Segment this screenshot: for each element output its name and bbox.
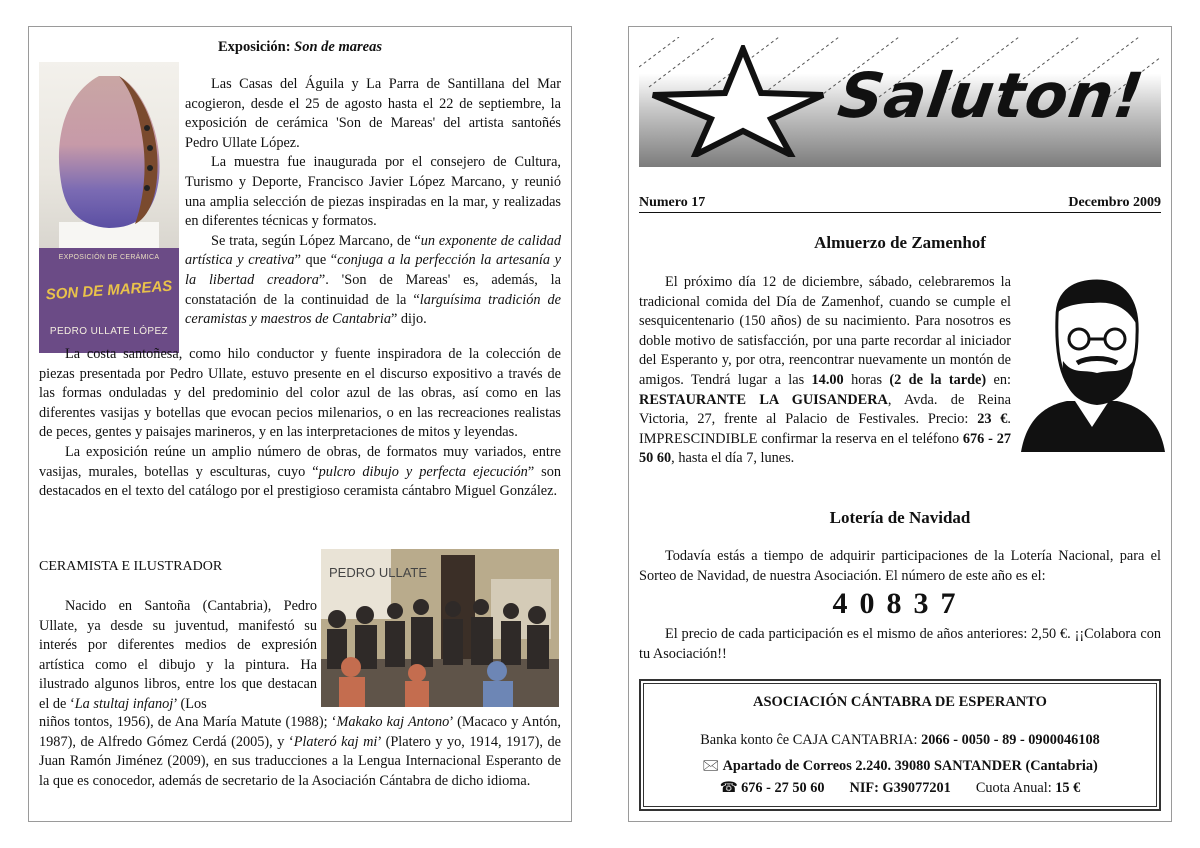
paragraph: La muestra fue inaugurada por el consejero de Cultura, Turismo y Deporte, Francisco Javier López Marcano, y reunió una amplia selección de piezas inspiradas en la mar, y realizadas en diferentes técnicas y formatos. <box>185 154 561 230</box>
loteria-heading: Lotería de Navidad <box>829 508 971 527</box>
masthead <box>639 37 1161 167</box>
paragraph: Nacido en Santoña (Cantabria), Pedro Ullate, ya desde su juventud, manifestó su interés por diferentes medios de expresión artística como el dibujo y la pintura. Ha ilustrado algunos libros, entre los que destacan el de ‘La stultaj infanoj’ (Los <box>39 598 317 712</box>
almuerzo-heading: Almuerzo de Zamenhof <box>814 233 986 252</box>
exhibition-label: Exposición: <box>218 39 291 55</box>
body-text <box>39 345 561 502</box>
almuerzo-text <box>639 273 1011 469</box>
loteria-price: El precio de cada participación es el mismo de años anteriores: 2,50 €. ¡¡Colabora con tu Asociación!! <box>639 626 1161 662</box>
paragraph: Se trata, según López Marcano, de “un exponente de calidad artística y creativa” que “conjuga a la perfección la artesanía y la libertad creadora”. 'Son de Mareas' es, además, la constatación de la continuidad de la “larguísima tradición de ceramistas y maestros de Cantabria” dijo. <box>185 232 562 328</box>
issue-info <box>639 195 1161 213</box>
paragraph: La exposición reúne un amplio número de obras, de formatos muy variados, entre vasijas, murales, botellas y esculturas, cuyo “pulcro dibujo y perfecta ejecución” son destacados en el texto del catálogo por el prestigioso ceramista cántabro Miguel González. <box>39 443 562 500</box>
issue-date: Decembro 2009 <box>1068 195 1161 210</box>
catalog-cover <box>39 248 179 353</box>
association-title: ASOCIACIÓN CÁNTABRA DE ESPERANTO <box>753 694 1047 710</box>
postal-address: 🖂 Apartado de Correos 2.240. 39080 SANTANDER (Cantabria) <box>702 758 1098 774</box>
association-box <box>639 679 1161 811</box>
section-heading: CERAMISTA E ILUSTRADOR <box>39 559 223 574</box>
zamenhof-portrait <box>1017 277 1167 452</box>
paragraph: El próximo día 12 de diciembre, sábado, celebraremos la tradicional comida del Día de Zamenhof, cuando se cumple el sesquicentenario (150 años) de su nacimiento. Para nosotros es doble motivo de satisfacción, por una parte recordar al iniciador del Esperanto y, por otra, reencontrar nuevamente un montón de amigos. Tendrá lugar a las 14.00 horas (2 de la tarde) en: RESTAURANTE LA GUISANDERA, Avda. de Reina Victoria, 27, frente al Palacio de Festivales. Precio: 23 €. IMPRESCINDIBLE confirmar la reserva en el teléfono 676 - 27 50 60, hasta el día 7, lunes. <box>639 274 1012 467</box>
bio-text-top <box>39 597 317 715</box>
paragraph: La costa santoñesa, como hilo conductor y fuente inspiradora de la colección de piezas presentada por Pedro Ullate, estuvo presente en el discurso expositivo a través de las formas onduladas y del predominio del color azul de las obras, así como en las diferentes vasijas y botellas que evocan pecios milenarios, o en las recreaciones realistas de peces, gentes y paisajes marineros, y en las interpretaciones de mitos y leyendas. <box>39 346 561 441</box>
loteria-intro: Todavía estás a tiempo de adquirir participaciones de la Lotería Nacional, para el Sorteo de Navidad, de nuestra Asociación. El número de este año es el: <box>639 548 1161 584</box>
exhibition-name: Son de mareas <box>294 39 382 55</box>
catalog-title: SON DE MAREAS <box>45 277 173 304</box>
intro-text <box>185 75 561 330</box>
star-icon <box>647 45 827 157</box>
paragraph: Las Casas del Águila y La Parra de Santillana del Mar acogieron, desde el 25 de agosto hasta el 22 de septiembre, la exposición de cerámica 'Son de Mareas' del artista santoñés Pedro Ullate López. <box>185 76 561 151</box>
catalog-author: PEDRO ULLATE LÓPEZ <box>49 326 169 337</box>
catalog-subtitle: EXPOSICIÓN DE CERÁMICA <box>58 254 160 261</box>
right-page <box>628 26 1172 822</box>
issue-number: Numero 17 <box>639 195 706 210</box>
exhibition-opening-photo <box>321 549 559 707</box>
envelope-icon: 🖂 <box>702 758 719 774</box>
telephone-icon: ☎ <box>719 780 738 796</box>
bank-account: Banka konto ĉe CAJA CANTABRIA: 2066 - 0050 - 89 - 0900046108 <box>700 732 1100 748</box>
photo-banner-text: PEDRO ULLATE <box>329 565 428 580</box>
contact-line: ☎ 676 - 27 50 60 NIF: G39077201 Cuota Anual: 15 € <box>719 780 1081 796</box>
lottery-number: 40837 <box>832 587 968 620</box>
masthead-title: Saluton! <box>833 59 1149 132</box>
paragraph: niños tontos, 1956), de Ana María Matute (1988); ‘Makako kaj Antono’ (Macaco y Antón, 1987), de Alfredo Gómez Cerdá (2005), y ‘Plateró kaj mi’ (Platero y yo, 1914, 1917), de Juan Ramón Jiménez (2009), en sus traducciones a la Lengua Internacional Esperanto de la que es conocedor, además de secretario de la Asociación Cántabra de dicho idioma. <box>39 714 562 789</box>
left-page <box>28 26 572 822</box>
bio-text-bottom <box>39 713 561 791</box>
exhibition-title <box>29 39 571 56</box>
vase-photo <box>39 62 179 248</box>
